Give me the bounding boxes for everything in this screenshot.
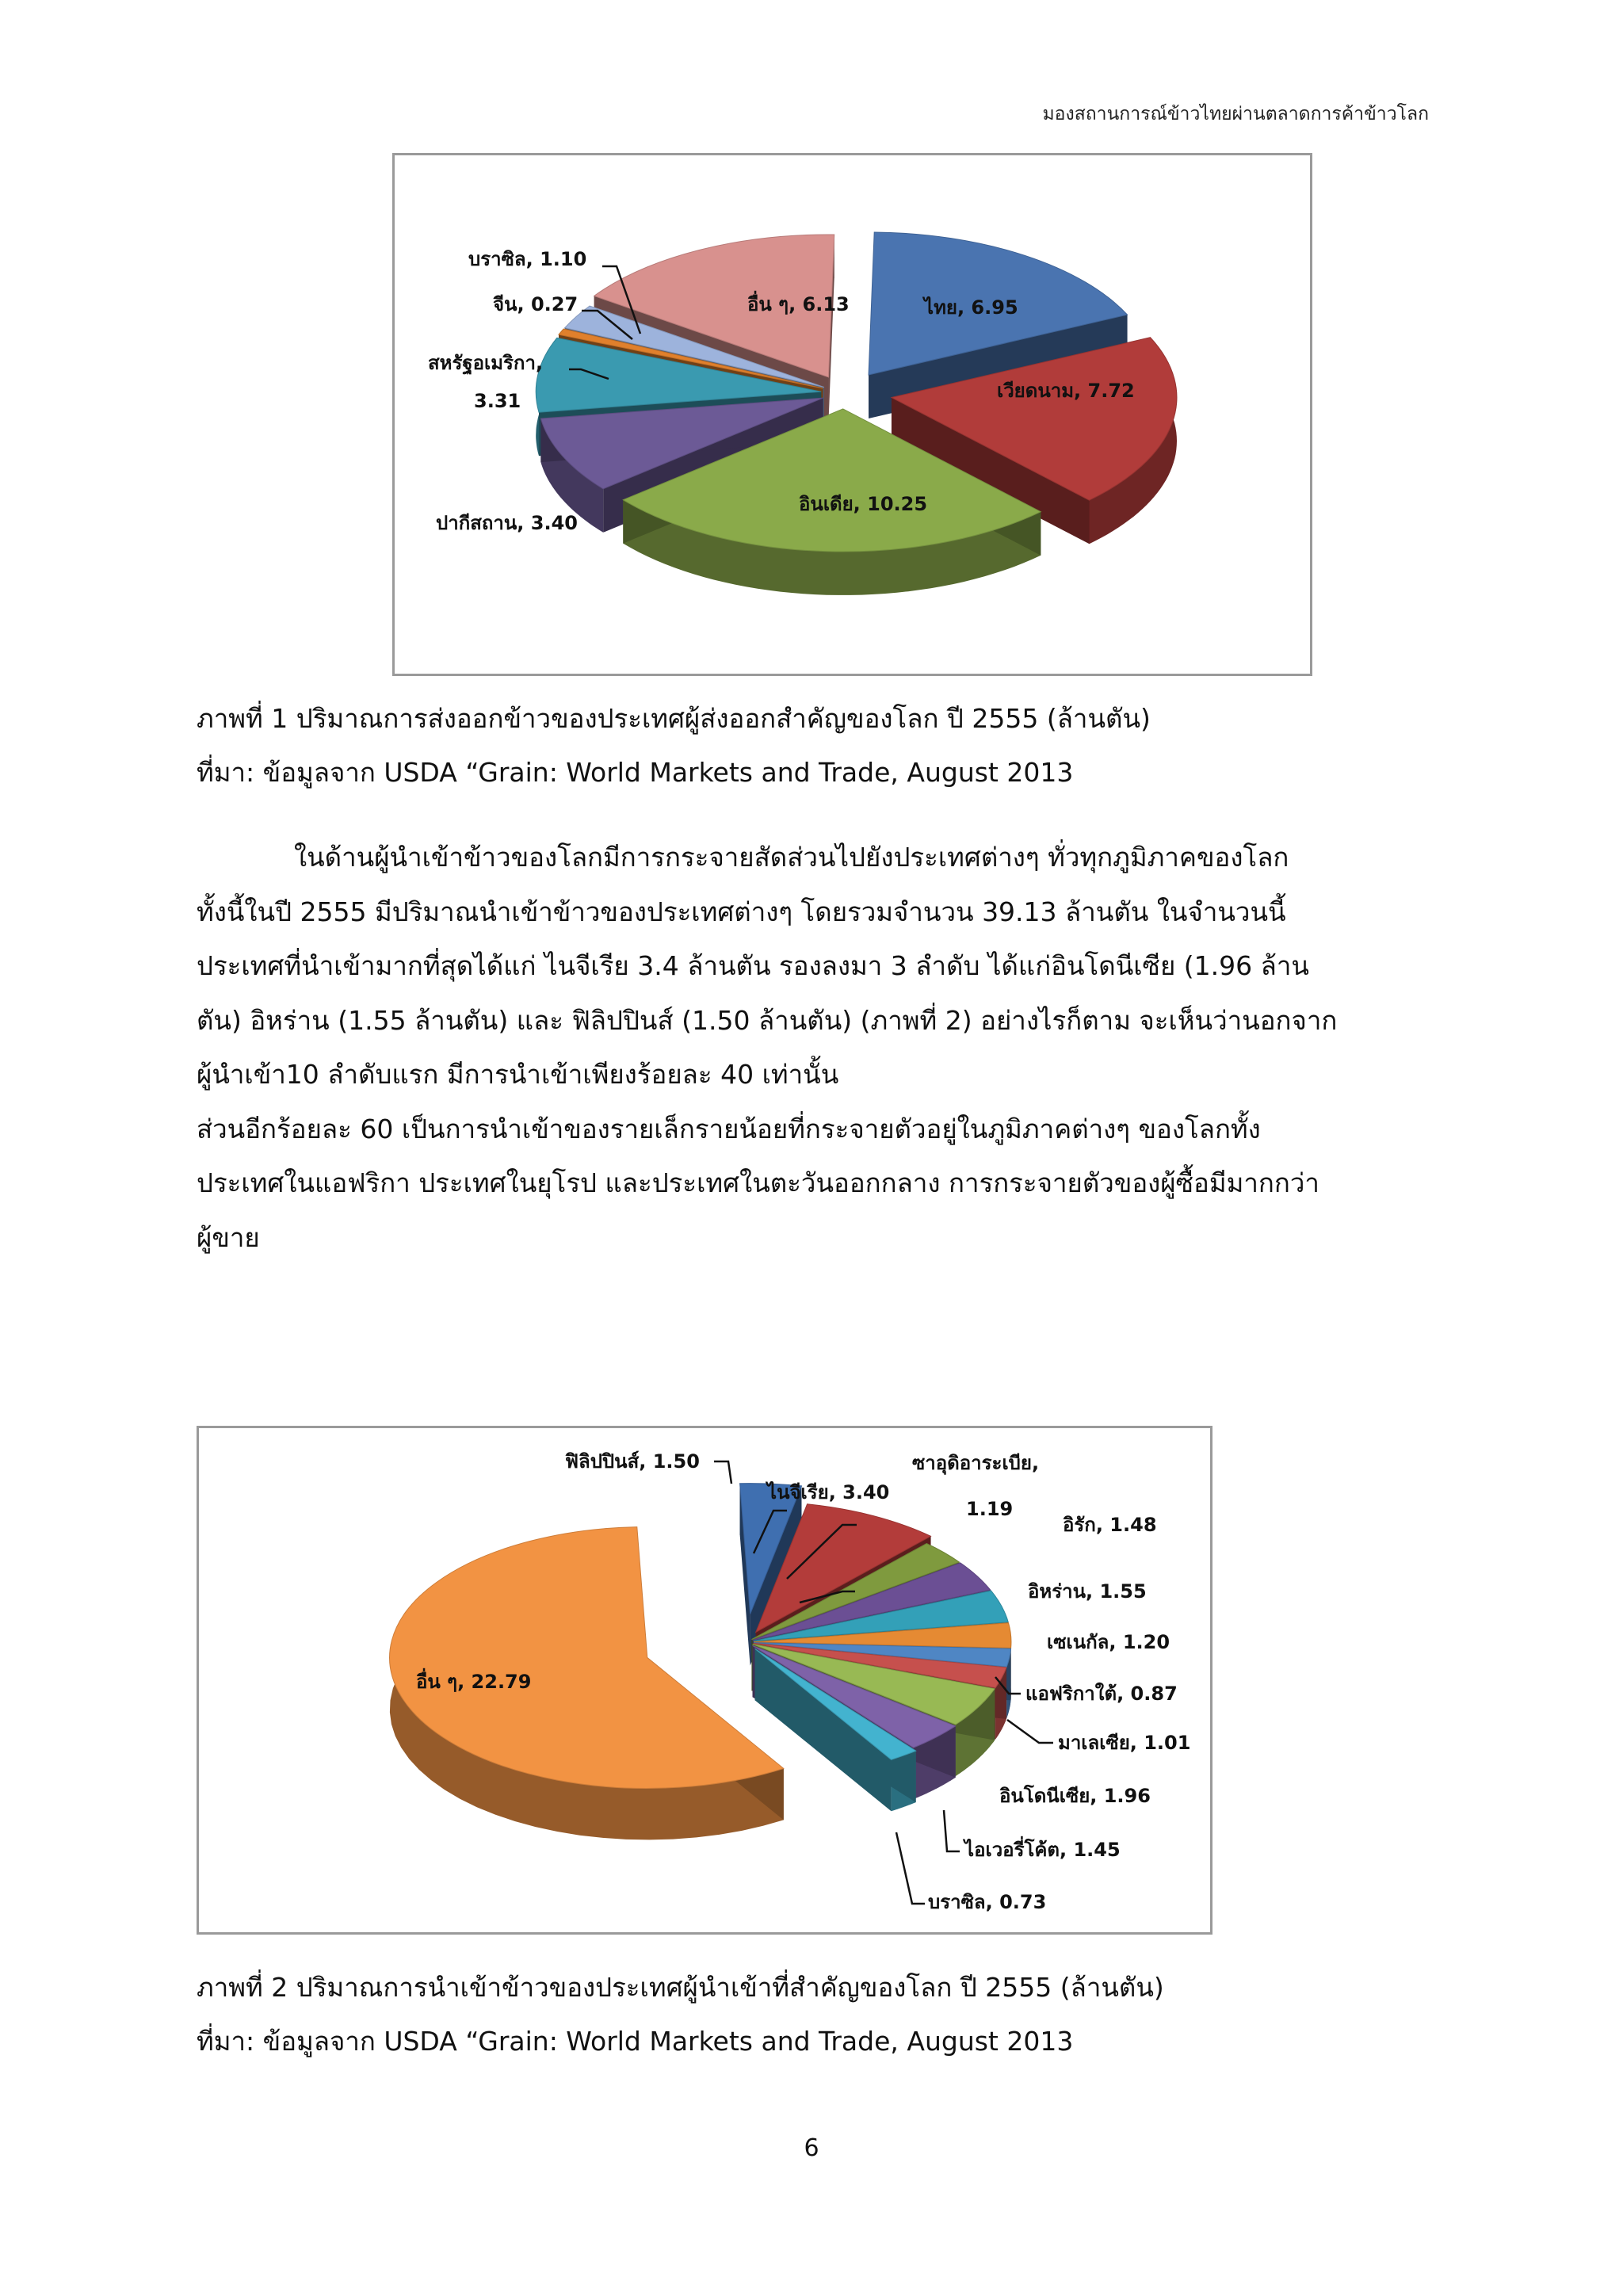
label-iran: อิหร่าน, 1.55: [1028, 1580, 1147, 1603]
export-pie-chart: [392, 153, 1312, 676]
label-saudi: ซาอุดิอาระเบีย,: [912, 1452, 1040, 1474]
body-line: ประเทศในแอฟริกา ประเทศในยุโรป และประเทศในตะวันออกกลาง การกระจายตัวของผู้ซื้อมีมากกว่า: [197, 1167, 1319, 1198]
page-number: 6: [804, 2134, 819, 2162]
label-others: อื่น ๆ, 22.79: [416, 1671, 532, 1693]
body-line: ส่วนอีกร้อยละ 60 เป็นการนำเข้าของรายเล็กรายน้อยที่กระจายตัวอยู่ในภูมิภาคต่างๆ ของโลกทั้ง: [197, 1113, 1261, 1144]
running-header: มองสถานการณ์ข้าวไทยผ่านตลาดการค้าข้าวโลก: [1042, 104, 1429, 124]
body-line: ผู้ขาย: [197, 1221, 260, 1253]
label-ivory-coast: ไอเวอรี่โค้ต, 1.45: [964, 1839, 1121, 1861]
label-iraq: อิรัก, 1.48: [1063, 1514, 1157, 1536]
label-nigeria: ไนจีเรีย, 3.40: [767, 1481, 890, 1503]
label-malaysia: มาเลเซีย, 1.01: [1058, 1732, 1191, 1754]
leader-line-brazil2: [896, 1832, 925, 1904]
label-saudi-value: 1.19: [966, 1498, 1014, 1520]
label-brazil: บราซิล, 0.73: [928, 1891, 1047, 1913]
import-pie-svg: [199, 1428, 1210, 1932]
figure2-caption: ภาพที่ 2 ปริมาณการนำเข้าข้าวของประเทศผู้นำเข้าที่สำคัญของโลก ปี 2555 (ล้านตัน): [197, 1972, 1164, 2003]
figure1-caption: ภาพที่ 1 ปริมาณการส่งออกข้าวของประเทศผู้ส่งออกสำคัญของโลก ปี 2555 (ล้านตัน): [197, 703, 1151, 734]
leader-line-malaysia: [1007, 1720, 1053, 1743]
label-philippines: ฟิลิปปินส์, 1.50: [565, 1450, 700, 1473]
body-paragraph: [197, 831, 1433, 1265]
import-pie-chart: [197, 1426, 1212, 1935]
figure1-caption-block: [197, 692, 1151, 800]
leader-line-philippines: [714, 1461, 731, 1484]
export-pie-svg: [395, 155, 1310, 674]
label-others: อื่น ๆ, 6.13: [747, 293, 850, 315]
label-south-africa: แอฟริกาใต้, 0.87: [1025, 1683, 1178, 1705]
label-pakistan: ปากีสถาน, 3.40: [436, 512, 578, 534]
body-line: ตัน) อิหร่าน (1.55 ล้านตัน) และ ฟิลิปปินส์ (1.50 ล้านตัน) (ภาพที่ 2) อย่างไรก็ตาม จะเห็นว่านอกจาก: [197, 1004, 1338, 1036]
label-india: อินเดีย, 10.25: [799, 493, 928, 515]
label-senegal: เซเนกัล, 1.20: [1047, 1631, 1170, 1653]
figure2-caption-block: [197, 1961, 1164, 2069]
body-line: ในด้านผู้นำเข้าข้าวของโลกมีการกระจายสัดส่วนไปยังประเทศต่างๆ ทั่วทุกภูมิภาคของโลก: [294, 842, 1289, 873]
leader-line-ivory: [944, 1810, 960, 1851]
label-vietnam: เวียดนาม, 7.72: [997, 380, 1135, 402]
label-china: จีน, 0.27: [493, 293, 579, 315]
label-thailand: ไทย, 6.95: [924, 296, 1018, 319]
figure2-source: ที่มา: ข้อมูลจาก USDA “Grain: World Markets and Trade, August 2013: [197, 2026, 1074, 2057]
label-brazil: บราซิล, 1.10: [468, 248, 587, 270]
label-usa: สหรัฐอเมริกา,: [428, 352, 544, 374]
figure1-source: ที่มา: ข้อมูลจาก USDA “Grain: World Markets and Trade, August 2013: [197, 757, 1074, 788]
body-line: ประเทศที่นำเข้ามากที่สุดได้แก่ ไนจีเรีย 3.4 ล้านตัน รองลงมา 3 ลำดับ ได้แก่อินโดนีเซีย (1.96 ล้าน: [197, 950, 1309, 981]
body-line: ผู้นำเข้า10 ลำดับแรก มีการนำเข้าเพียงร้อยละ 40 เท่านั้น: [197, 1059, 839, 1090]
label-usa-value: 3.31: [474, 390, 521, 412]
body-line: ทั้งนี้ในปี 2555 มีปริมาณนำเข้าข้าวของประเทศต่างๆ โดยรวมจำนวน 39.13 ล้านตัน ในจำนวนนี้: [197, 896, 1286, 927]
label-indonesia: อินโดนีเซีย, 1.96: [999, 1785, 1151, 1807]
